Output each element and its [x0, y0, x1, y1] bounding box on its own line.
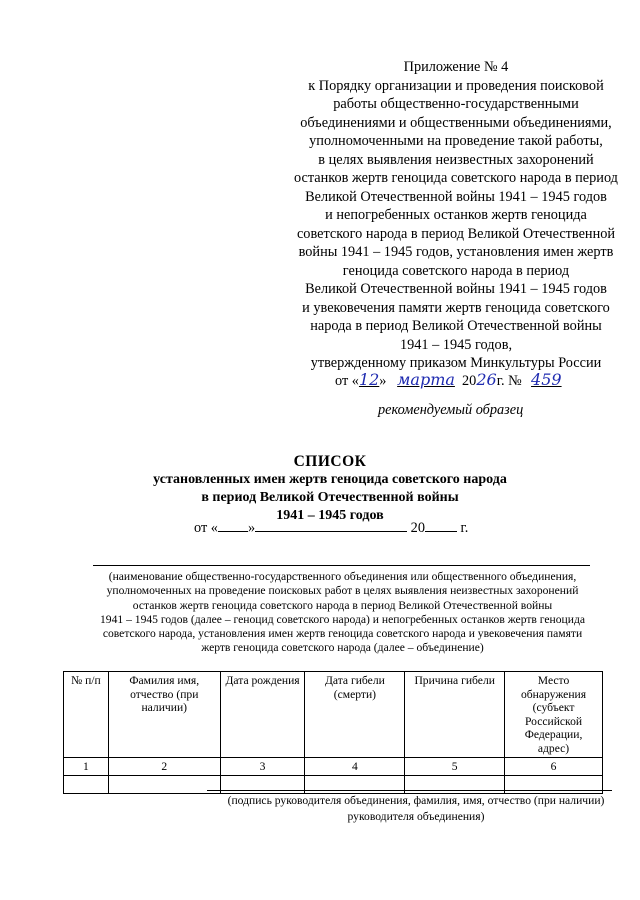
appendix-line-5: уполномоченными на проведение такой работы,: [309, 133, 603, 149]
appendix-line-14: и увековечения памяти жертв геноцида советского: [302, 299, 610, 316]
appendix-line-1: Приложение № 4: [403, 59, 509, 75]
column-number-4: 4: [305, 758, 405, 776]
appendix-line-2: к Порядку организации и проведения поисковой: [308, 77, 604, 94]
date-year: 20: [410, 520, 425, 536]
date-year-blank: [425, 518, 457, 532]
list-date-line: [194, 518, 468, 537]
table-header-row: [64, 672, 603, 758]
date-day-blank: [218, 518, 248, 532]
appendix-line-3: работы общественно-государственными: [333, 96, 579, 112]
organization-name-line: [93, 565, 590, 566]
organization-caption-line-2: уполномоченных на проведение поисковых работ в целях выявления неизвестных захоронений: [106, 584, 579, 598]
list-title: СПИСОК: [293, 453, 367, 470]
column-number-5: 5: [405, 758, 505, 776]
order-prefix: от «: [335, 373, 359, 389]
organization-caption-line-3: останков жертв геноцида советского народа в период Великой Отечественной войны: [132, 598, 553, 612]
header-death-cause: Причина гибели: [405, 672, 505, 758]
date-prefix: от «: [194, 520, 218, 536]
date-mid: »: [247, 520, 256, 536]
signature-caption: [207, 793, 625, 825]
date-month-blank: [255, 518, 407, 532]
organization-caption: [80, 570, 605, 656]
header-death-date: Дата гибели (смерти): [305, 672, 405, 758]
order-year-end-handwritten: 26: [476, 370, 497, 389]
list-subtitle-3: 1941 – 1945 годов: [276, 508, 384, 523]
appendix-line-7: останков жертв геноцида советского народа в период: [294, 170, 618, 186]
appendix-line-11: войны 1941 – 1945 годов, установления имен жертв: [298, 244, 614, 260]
organization-caption-line-1: (наименование общественно-государственного объединения или общественного объединения,: [108, 570, 577, 583]
order-number-handwritten: 459: [531, 370, 562, 389]
list-subtitle-2: в период Великой Отечественной войны: [201, 490, 459, 505]
appendix-line-17: утвержденному приказом Минкультуры России: [310, 355, 602, 371]
column-number-1: 1: [64, 758, 109, 776]
order-year-suffix: г. №: [496, 373, 522, 389]
column-number-6: 6: [505, 758, 603, 776]
order-day-handwritten: 12: [358, 370, 380, 389]
appendix-line-6: в целях выявления неизвестных захоронений: [318, 151, 594, 168]
organization-caption-line-4: 1941 – 1945 годов (далее – геноцид советского народа) и непогребенных останков жертв геноцида: [100, 612, 585, 626]
sample-note: рекомендуемый образец: [378, 402, 524, 418]
appendix-line-15: народа в период Великой Отечественной войны: [310, 318, 602, 334]
appendix-line-9: и непогребенных останков жертв геноцида: [325, 207, 587, 223]
signature-caption-line-1: (подпись руководителя объединения, фамилия, имя, отчество (при наличии): [227, 794, 605, 807]
table-row: [64, 758, 603, 776]
column-number-3: 3: [220, 758, 305, 776]
header-location: Место обнаружения (субъект Российской Федерации, адрес): [505, 672, 603, 758]
victims-table: [63, 671, 603, 794]
header-birth-date: Дата рождения: [220, 672, 305, 758]
header-full-name: Фамилия имя, отчество (при наличии): [108, 672, 220, 758]
appendix-line-10: советского народа в период Великой Отечественной: [296, 225, 616, 242]
date-suffix: г.: [460, 520, 469, 536]
order-year-start: 20: [462, 373, 477, 389]
organization-caption-line-6: жертв геноцида советского народа (далее – объединение): [201, 641, 484, 655]
order-reference: [335, 370, 635, 390]
appendix-line-13: Великой Отечественной войны 1941 – 1945 годов: [305, 281, 607, 297]
organization-caption-line-5: советского народа, установления имен жертв геноцида советского народа и увековечения памяти: [102, 627, 583, 641]
header-number: № п/п: [64, 672, 109, 758]
order-mid: »: [379, 373, 387, 389]
table-cell: [64, 775, 109, 793]
appendix-header: [270, 58, 640, 373]
appendix-line-4: объединениями и общественными объединениями,: [300, 114, 612, 131]
list-title-block: [0, 453, 640, 525]
appendix-line-8: Великой Отечественной войны 1941 – 1945 годов: [305, 188, 607, 205]
signature-caption-line-2: руководителя объединения): [347, 810, 485, 823]
column-number-2: 2: [108, 758, 220, 776]
signature-line: [207, 790, 612, 791]
appendix-line-16: 1941 – 1945 годов,: [399, 336, 513, 353]
list-subtitle-1: установленных имен жертв геноцида советского народа: [153, 472, 507, 487]
order-month-handwritten: марта: [397, 370, 455, 389]
table-cell: [108, 775, 220, 793]
appendix-line-12: геноцида советского народа в период: [342, 262, 570, 279]
